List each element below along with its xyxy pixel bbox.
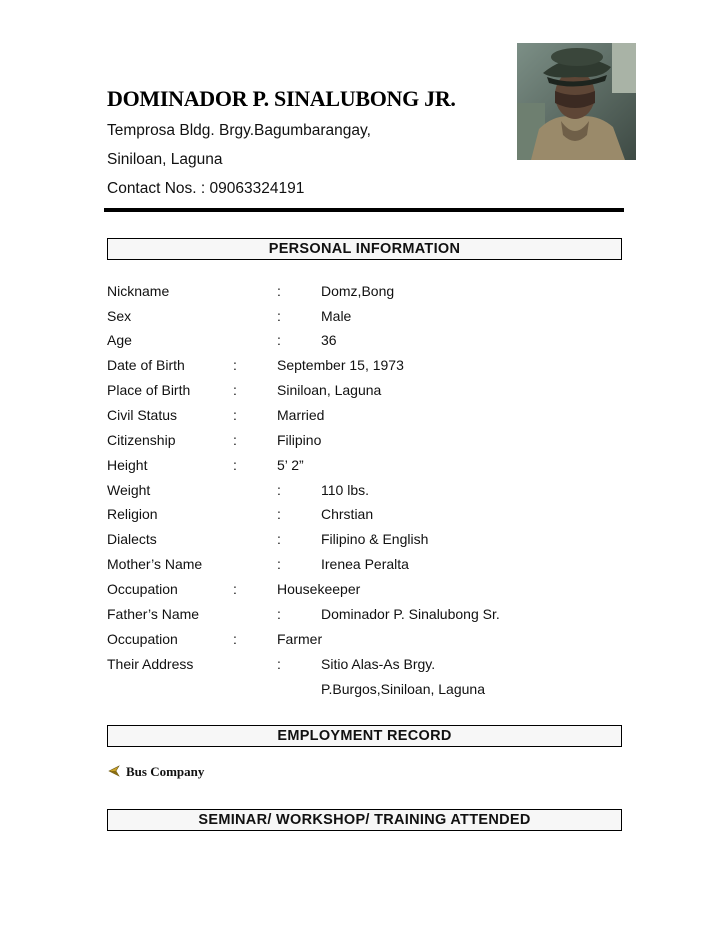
colon: :: [233, 357, 237, 373]
row-fathers-name: [107, 606, 627, 626]
label-place-of-birth: Place of Birth: [107, 382, 191, 398]
row-citizenship: [107, 432, 627, 452]
row-weight: [107, 482, 627, 502]
colon: :: [233, 382, 237, 398]
value-their-address-line-1: Sitio Alas-As Brgy.: [321, 656, 436, 672]
label-fathers-name: Father’s Name: [107, 606, 200, 622]
value-their-address-line-2: P.Burgos,Siniloan, Laguna: [321, 681, 485, 697]
colon: :: [233, 457, 237, 473]
colon: :: [233, 432, 237, 448]
value-civil-status: Married: [277, 407, 325, 423]
applicant-name: DOMINADOR P. SINALUBONG JR.: [107, 86, 456, 111]
row-father-occupation: [107, 631, 627, 651]
colon: :: [233, 581, 237, 597]
applicant-photo-image: [517, 43, 636, 160]
colon: :: [277, 283, 281, 299]
address-line-2: Siniloan, Laguna: [107, 151, 223, 168]
label-dialects: Dialects: [107, 531, 157, 547]
contact-number: Contact Nos. : 09063324191: [107, 180, 305, 197]
colon: :: [277, 656, 281, 672]
row-sex: [107, 308, 627, 328]
label-date-of-birth: Date of Birth: [107, 357, 185, 373]
employment-item: [108, 764, 204, 781]
value-mothers-name: Irenea Peralta: [321, 556, 409, 572]
row-date-of-birth: [107, 357, 627, 377]
row-mothers-name: [107, 556, 627, 576]
label-mother-occupation: Occupation: [107, 581, 178, 597]
address-line-1: Temprosa Bldg. Brgy.Bagumbarangay,: [107, 122, 371, 139]
value-sex: Male: [321, 308, 352, 324]
value-weight: 110 lbs.: [321, 482, 369, 498]
label-mothers-name: Mother’s Name: [107, 556, 203, 572]
row-mother-occupation: [107, 581, 627, 601]
row-age: [107, 332, 627, 352]
employment-item-label: Bus Company: [126, 764, 205, 779]
row-their-address: [107, 656, 627, 676]
row-place-of-birth: [107, 382, 627, 402]
label-sex: Sex: [107, 308, 132, 324]
label-civil-status: Civil Status: [107, 407, 178, 423]
label-father-occupation: Occupation: [107, 631, 178, 647]
colon: :: [277, 506, 281, 522]
value-place-of-birth: Siniloan, Laguna: [277, 382, 382, 398]
label-weight: Weight: [107, 482, 151, 498]
value-father-occupation: Farmer: [277, 631, 323, 647]
value-citizenship: Filipino: [277, 432, 322, 448]
row-height: [107, 457, 627, 477]
section-employment-record: EMPLOYMENT RECORD: [107, 725, 622, 747]
row-dialects: [107, 531, 627, 551]
colon: :: [277, 332, 281, 348]
value-religion: Chrstian: [321, 506, 374, 522]
value-height: 5’ 2”: [277, 457, 304, 473]
colon: :: [277, 556, 281, 572]
section-seminar-workshop-training: SEMINAR/ WORKSHOP/ TRAINING ATTENDED: [107, 809, 622, 831]
label-citizenship: Citizenship: [107, 432, 176, 448]
header-divider: [104, 208, 624, 212]
value-date-of-birth: September 15, 1973: [277, 357, 404, 373]
colon: :: [233, 631, 237, 647]
row-religion: [107, 506, 627, 526]
colon: :: [277, 482, 281, 498]
row-their-address-cont: [107, 681, 627, 701]
arrow-bullet-icon: [108, 765, 120, 781]
row-nickname: [107, 283, 627, 303]
label-age: Age: [107, 332, 132, 348]
colon: :: [233, 407, 237, 423]
section-personal-information: PERSONAL INFORMATION: [107, 238, 622, 260]
label-nickname: Nickname: [107, 283, 170, 299]
colon: :: [277, 531, 281, 547]
colon: :: [277, 308, 281, 324]
value-dialects: Filipino & English: [321, 531, 429, 547]
row-civil-status: [107, 407, 627, 427]
value-age: 36: [321, 332, 337, 348]
value-fathers-name: Dominador P. Sinalubong Sr.: [321, 606, 500, 622]
label-height: Height: [107, 457, 148, 473]
value-nickname: Domz,Bong: [321, 283, 395, 299]
colon: :: [277, 606, 281, 622]
applicant-photo: [517, 43, 636, 160]
value-mother-occupation: Housekeeper: [277, 581, 361, 597]
label-religion: Religion: [107, 506, 158, 522]
label-their-address: Their Address: [107, 656, 194, 672]
